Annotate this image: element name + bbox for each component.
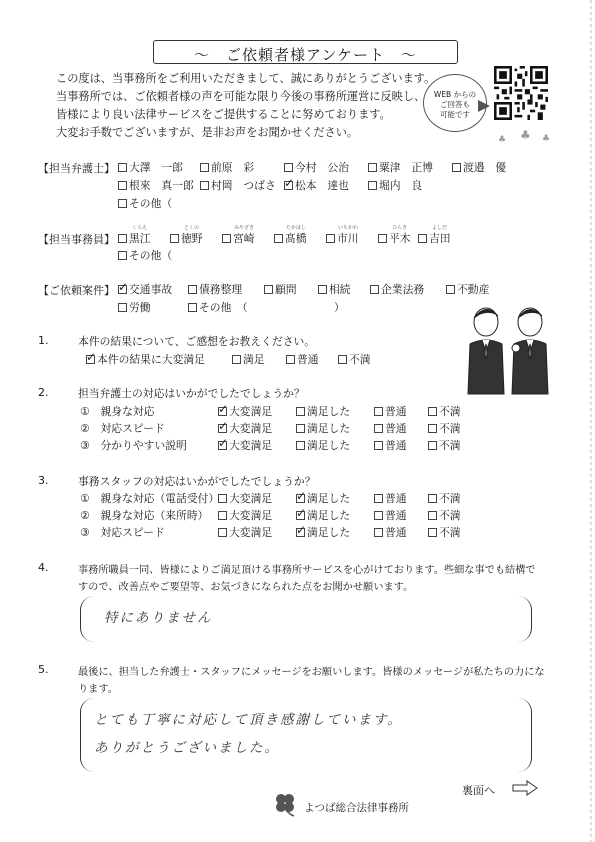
intro-line-3: 皆様により良い法律サービスをご提供することに努めております。 — [56, 108, 391, 121]
q1-option-checked[interactable]: ✓本件の結果に大変満足 — [86, 352, 205, 367]
q2-row-label: ① 親身な対応 — [80, 405, 155, 418]
checkbox[interactable] — [368, 163, 377, 172]
checkbox[interactable] — [378, 234, 387, 243]
staff-option[interactable]: 髙橋 — [274, 231, 307, 246]
q3-option[interactable]: 大変満足 — [218, 508, 272, 523]
checkbox[interactable] — [218, 494, 227, 503]
checkbox[interactable] — [118, 251, 127, 260]
q3-option[interactable]: 普通 — [374, 525, 407, 540]
lawyer-header: 【担当弁護士】 — [38, 162, 115, 175]
checkbox-checked[interactable] — [218, 424, 227, 433]
checkbox[interactable] — [370, 285, 379, 294]
checkbox[interactable] — [374, 441, 383, 450]
lawyer-option[interactable]: 大澤 一郎 — [118, 160, 183, 175]
staff-kana: たかはし — [286, 225, 307, 231]
case-option[interactable]: 債務整理 — [188, 282, 242, 297]
checkbox-checked[interactable] — [118, 285, 127, 294]
q2-option[interactable]: 普通 — [374, 404, 407, 419]
q2-option[interactable]: 不満 — [428, 404, 461, 419]
staff-option[interactable]: 黒江 — [118, 231, 151, 246]
q3-option[interactable]: 普通 — [374, 491, 407, 506]
q4-number: 4. — [38, 561, 49, 574]
q4-text-2: すので、改善点やご要望等、お気づきになられた点をお聞かせ願います。 — [78, 582, 414, 593]
checkbox[interactable] — [222, 234, 231, 243]
staff-other[interactable]: その他（ — [118, 248, 172, 263]
checkbox[interactable] — [188, 303, 197, 312]
checkbox[interactable] — [200, 181, 209, 190]
q3-option[interactable]: 普通 — [374, 508, 407, 523]
checkbox[interactable] — [428, 494, 437, 503]
bubble-tail — [478, 100, 490, 112]
staff-kana: くろえ — [132, 225, 148, 231]
q1-option[interactable]: 普通 — [286, 352, 319, 367]
q2-row-label: ③ 分かりやすい説明 — [80, 439, 187, 452]
q3-option[interactable]: 不満 — [428, 491, 461, 506]
q3-option-checked[interactable]: ✓ 満足した — [296, 491, 350, 506]
intro-line-1: この度は、当事務所をご利用いただきまして、誠にありがとうございます。 — [56, 72, 436, 85]
checkbox[interactable] — [296, 424, 305, 433]
checkbox[interactable] — [118, 234, 127, 243]
checkbox[interactable] — [232, 355, 241, 364]
case-option[interactable]: 企業法務 — [370, 282, 424, 297]
checkbox-checked[interactable] — [284, 181, 293, 190]
q5-number: 5. — [38, 663, 49, 676]
q3-option[interactable]: 大変満足 — [218, 491, 272, 506]
checkbox-checked[interactable] — [296, 494, 305, 503]
q2-option[interactable]: 普通 — [374, 421, 407, 436]
lawyer-option[interactable]: 村岡 つばさ — [200, 178, 276, 193]
q3-option[interactable]: 大変満足 — [218, 525, 272, 540]
checkbox[interactable] — [374, 528, 383, 537]
q3-option-checked[interactable]: ✓ 満足した — [296, 508, 350, 523]
q2-row-label: ② 対応スピード — [80, 422, 165, 435]
lawyer-option[interactable]: 粟津 正博 — [368, 160, 433, 175]
staff-kana: とくの — [184, 225, 200, 231]
q5-text-1: 最後に、担当した弁護士・スタッフにメッセージをお願いします。皆様のメッセージが私たちの力にな — [78, 667, 545, 678]
staff-option[interactable]: 平木 — [378, 231, 411, 246]
case-option-checked[interactable]: ✓ 交通事故 — [118, 282, 172, 297]
clover-icon-small: ♣ — [498, 135, 507, 145]
checkbox[interactable] — [188, 285, 197, 294]
q3-row-label: ③ 対応スピード — [80, 526, 165, 539]
q5-answer-1: とても丁寧に対応して頂き感謝しています。 — [94, 712, 403, 728]
lawyer-option[interactable]: 根來 真一郎 — [118, 178, 194, 193]
checkbox-checked[interactable] — [86, 355, 95, 364]
q2-text: 担当弁護士の対応はいかがでしたでしょうか？ — [78, 387, 305, 400]
checkbox[interactable] — [170, 234, 179, 243]
staff-option[interactable]: 徳野 — [170, 231, 203, 246]
checkbox-checked[interactable] — [296, 511, 305, 520]
title-box — [153, 40, 458, 64]
checkbox-checked[interactable] — [218, 407, 227, 416]
staff-option[interactable]: 市川 — [326, 231, 359, 246]
q3-option[interactable]: 不満 — [428, 508, 461, 523]
lawyer-other[interactable]: その他（ — [118, 196, 172, 211]
arrow-right-icon[interactable] — [512, 780, 538, 796]
q2-option[interactable]: 不満 — [428, 438, 461, 453]
case-option[interactable]: 顧問 — [264, 282, 297, 297]
checkbox[interactable] — [118, 303, 127, 312]
bubble-line-2: ご回答も — [440, 100, 470, 109]
q2-option[interactable]: 満足した — [296, 438, 350, 453]
lawyer-option[interactable]: 堀内 良 — [368, 178, 422, 193]
checkbox[interactable] — [428, 528, 437, 537]
bubble-line-3: 可能です — [440, 110, 470, 119]
checkbox[interactable] — [428, 511, 437, 520]
checkbox[interactable] — [374, 494, 383, 503]
q3-number: 3. — [38, 474, 49, 487]
lawyer-option-checked[interactable]: ✓ 松本 達也 — [284, 178, 349, 193]
q3-row-label: ② 親身な対応（来所時） — [80, 509, 209, 522]
q3-row-label: ① 親身な対応（電話受付） — [80, 492, 220, 505]
checkbox[interactable] — [446, 285, 455, 294]
q2-option[interactable]: 満足した — [296, 421, 350, 436]
staff-kana: いちかわ — [338, 225, 359, 231]
q2-option-checked[interactable]: ✓ 大変満足 — [218, 404, 272, 419]
case-option[interactable]: 労働 — [118, 300, 151, 315]
clover-icon-small-2: ♣ — [542, 134, 551, 144]
checkbox[interactable] — [200, 163, 209, 172]
q3-option-checked[interactable]: ✓ 満足した — [296, 525, 350, 540]
checkbox[interactable] — [286, 355, 295, 364]
checkbox[interactable] — [118, 181, 127, 190]
checkbox[interactable] — [274, 234, 283, 243]
q2-option-checked[interactable]: ✓ 大変満足 — [218, 421, 272, 436]
clover-logo-icon — [270, 790, 300, 818]
case-other-close: ） — [334, 301, 345, 314]
checkbox-checked[interactable] — [296, 528, 305, 537]
q3-text: 事務スタッフの対応はいかがでしたでしょうか？ — [78, 475, 316, 488]
q5-text-2: ります。 — [78, 684, 118, 695]
intro-line-2: 当事務所では、ご依頼者様の声を可能な限り今後の事務所運営に反映し、 — [56, 90, 426, 103]
checkbox[interactable] — [374, 511, 383, 520]
checkbox[interactable] — [428, 424, 437, 433]
checkbox[interactable] — [118, 163, 127, 172]
checkbox[interactable] — [284, 163, 293, 172]
lawyer-option[interactable]: 渡邉 優 — [452, 160, 506, 175]
checkbox[interactable] — [368, 181, 377, 190]
next-page-label[interactable]: 裏面へ — [462, 784, 495, 797]
checkbox[interactable] — [374, 407, 383, 416]
intro-line-4: 大変お手数でございますが、是非お声をお聞かせください。 — [56, 126, 359, 139]
lawyer-option[interactable]: 前原 彩 — [200, 160, 254, 175]
case-header: 【ご依頼案件】 — [38, 284, 115, 297]
checkbox[interactable] — [338, 355, 347, 364]
staff-kana: よしだ — [432, 225, 448, 231]
staff-kana: ひらき — [392, 225, 408, 231]
checkbox[interactable] — [118, 199, 127, 208]
checkbox[interactable] — [326, 234, 335, 243]
page-title: 〜 ご依頼者様アンケート 〜 — [193, 46, 418, 64]
q2-option-checked[interactable]: ✓ 大変満足 — [218, 438, 272, 453]
checkbox[interactable] — [218, 511, 227, 520]
bubble-line-1: WEB からの — [433, 90, 477, 99]
q4-answer: 特にありません — [104, 610, 213, 626]
checkbox[interactable] — [452, 163, 461, 172]
case-other[interactable]: その他 （ — [188, 300, 248, 315]
checkbox[interactable] — [296, 441, 305, 450]
staff-option[interactable]: 吉田 — [418, 231, 451, 246]
q1-option[interactable]: 不満 — [338, 352, 371, 367]
q4-text-1: 事務所職員一同、皆様によりご満足頂ける事務所サービスを心がけております。些細な事でも結構で — [78, 565, 536, 576]
checkbox[interactable] — [218, 528, 227, 537]
staff-option[interactable]: 宮崎 — [222, 231, 255, 246]
checkbox[interactable] — [296, 407, 305, 416]
checkbox[interactable] — [428, 441, 437, 450]
clover-icon: ♣ — [520, 128, 531, 142]
q1-number: 1. — [38, 334, 49, 347]
checkbox[interactable] — [264, 285, 273, 294]
case-option[interactable]: 不動産 — [446, 282, 489, 297]
q2-number: 2. — [38, 386, 49, 399]
q1-text: 本件の結果について、ご感想をお教えください。 — [78, 335, 316, 348]
lawyers-illustration — [458, 300, 558, 396]
q2-option[interactable]: 不満 — [428, 421, 461, 436]
lawyer-option[interactable]: 今村 公治 — [284, 160, 349, 175]
staff-kana: みやざき — [234, 225, 255, 231]
checkbox[interactable] — [318, 285, 327, 294]
checkbox-checked[interactable] — [218, 441, 227, 450]
case-option[interactable]: 相続 — [318, 282, 351, 297]
checkbox[interactable] — [428, 407, 437, 416]
qr-code[interactable] — [494, 66, 548, 120]
q2-option[interactable]: 普通 — [374, 438, 407, 453]
checkbox[interactable] — [374, 424, 383, 433]
q3-option[interactable]: 不満 — [428, 525, 461, 540]
staff-header: 【担当事務員】 — [38, 233, 115, 246]
q5-answer-2: ありがとうございました。 — [94, 740, 280, 756]
q2-option[interactable]: 満足した — [296, 404, 350, 419]
q1-option[interactable]: 満足 — [232, 352, 265, 367]
checkbox[interactable] — [418, 234, 427, 243]
perforated-edge — [577, 0, 595, 842]
firm-name: よつば総合法律事務所 — [304, 802, 409, 814]
